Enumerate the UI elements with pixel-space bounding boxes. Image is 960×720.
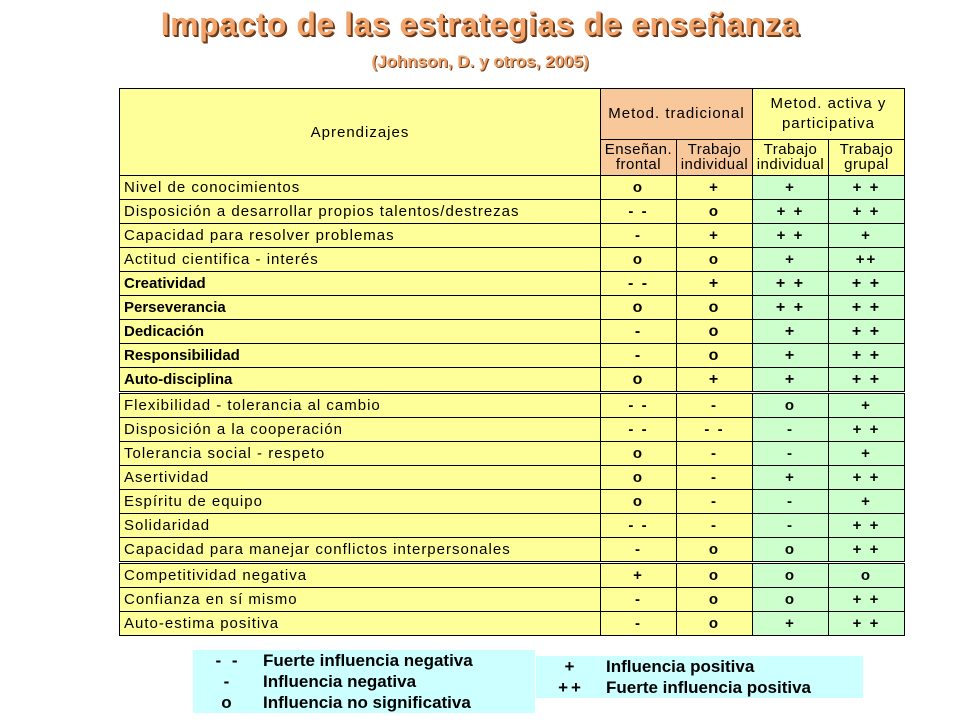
row-value: o xyxy=(753,538,829,563)
row-label: Solidaridad xyxy=(120,514,601,538)
row-value: - - xyxy=(601,393,677,418)
row-value: + xyxy=(753,466,829,490)
row-label: Espíritu de equipo xyxy=(120,490,601,514)
table-row xyxy=(120,442,905,466)
row-label: Actitud cientifica - interés xyxy=(120,248,601,272)
legend-text: Influencia no significativa xyxy=(263,692,471,712)
row-value: + xyxy=(677,272,753,296)
row-value: + xyxy=(677,368,753,393)
row-value: o xyxy=(677,612,753,636)
row-value: + + xyxy=(829,612,905,636)
slide-title: Impacto de las estrategias de enseñanza xyxy=(160,6,800,42)
legend-text: Fuerte influencia positiva xyxy=(606,677,811,697)
legend-positive xyxy=(536,656,863,698)
table-row xyxy=(120,344,905,368)
table-row xyxy=(120,563,905,588)
row-value: + + xyxy=(753,296,829,320)
row-value: o xyxy=(601,442,677,466)
row-label: Nivel de conocimientos xyxy=(120,176,601,200)
table-row xyxy=(120,248,905,272)
row-value: + xyxy=(753,344,829,368)
row-label: Responsibilidad xyxy=(120,344,601,368)
header-aprendizajes: Aprendizajes xyxy=(120,89,601,176)
table-row xyxy=(120,224,905,248)
row-value: + + xyxy=(829,538,905,563)
table-row xyxy=(120,588,905,612)
row-value: - xyxy=(753,442,829,466)
row-label: Disposición a desarrollar propios talentos/destrezas xyxy=(120,200,601,224)
legend-item xyxy=(536,677,863,698)
row-label: Capacidad para resolver problemas xyxy=(120,224,601,248)
row-value: o xyxy=(601,248,677,272)
row-value: - xyxy=(601,224,677,248)
row-value: - xyxy=(601,344,677,368)
header-metod-activa: Metod. activa y participativa xyxy=(753,89,905,140)
row-value: - xyxy=(677,442,753,466)
row-value: + xyxy=(677,224,753,248)
row-value: o xyxy=(753,563,829,588)
subheader-trabajo-individual-act: Trabajo individual xyxy=(753,139,829,175)
row-value: - xyxy=(753,418,829,442)
row-value: + + xyxy=(829,272,905,296)
row-value: - - xyxy=(601,272,677,296)
row-label: Creatividad xyxy=(120,272,601,296)
table-row xyxy=(120,320,905,344)
row-value: - - xyxy=(677,418,753,442)
row-value: o xyxy=(677,563,753,588)
row-value: + + xyxy=(829,466,905,490)
row-value: o xyxy=(677,538,753,563)
table-row xyxy=(120,490,905,514)
row-value: o xyxy=(601,368,677,393)
row-value: + + xyxy=(829,368,905,393)
row-value: - xyxy=(677,490,753,514)
row-value: - xyxy=(677,466,753,490)
row-value: o xyxy=(677,320,753,344)
row-value: - xyxy=(677,393,753,418)
row-value: - xyxy=(601,612,677,636)
row-label: Tolerancia social - respeto xyxy=(120,442,601,466)
row-value: - xyxy=(601,588,677,612)
row-value: o xyxy=(677,588,753,612)
strategies-table xyxy=(119,88,905,636)
row-value: - xyxy=(677,514,753,538)
row-label: Capacidad para manejar conflictos interpersonales xyxy=(120,538,601,563)
legend-symbol: - xyxy=(223,671,233,691)
row-value: - xyxy=(753,490,829,514)
table-row xyxy=(120,418,905,442)
row-label: Flexibilidad - tolerancia al cambio xyxy=(120,393,601,418)
table-row xyxy=(120,176,905,200)
table-row xyxy=(120,296,905,320)
row-value: + xyxy=(753,248,829,272)
row-value: + + xyxy=(829,344,905,368)
table-row xyxy=(120,393,905,418)
row-value: + xyxy=(601,563,677,588)
table-row xyxy=(120,514,905,538)
row-value: + xyxy=(753,612,829,636)
table-row xyxy=(120,612,905,636)
row-value: + + xyxy=(829,200,905,224)
subheader-trabajo-grupal: Trabajo grupal xyxy=(829,139,905,175)
row-value: + xyxy=(829,393,905,418)
row-value: ++ xyxy=(829,248,905,272)
legend-symbol: + xyxy=(564,656,578,676)
row-label: Confianza en sí mismo xyxy=(120,588,601,612)
row-value: o xyxy=(601,176,677,200)
legend-symbol: - - xyxy=(215,650,241,670)
row-label: Disposición a la cooperación xyxy=(120,418,601,442)
row-value: o xyxy=(677,296,753,320)
legend-text: Influencia negativa xyxy=(263,671,417,691)
row-label: Dedicación xyxy=(120,320,601,344)
row-value: o xyxy=(753,588,829,612)
row-value: - - xyxy=(601,200,677,224)
row-value: - xyxy=(601,320,677,344)
row-value: + + xyxy=(753,200,829,224)
row-value: + + xyxy=(829,514,905,538)
row-value: - xyxy=(601,538,677,563)
subheader-ensenan-frontal: Enseñan. frontal xyxy=(601,139,677,175)
row-value: o xyxy=(677,344,753,368)
row-value: + + xyxy=(829,418,905,442)
row-value: o xyxy=(601,466,677,490)
legend-item xyxy=(193,692,535,713)
row-label: Asertividad xyxy=(120,466,601,490)
row-value: - xyxy=(753,514,829,538)
row-value: o xyxy=(829,563,905,588)
row-value: o xyxy=(677,200,753,224)
row-value: + xyxy=(753,320,829,344)
table-row xyxy=(120,200,905,224)
row-value: + + xyxy=(829,176,905,200)
row-value: o xyxy=(753,393,829,418)
header-metod-tradicional: Metod. tradicional xyxy=(601,89,753,140)
row-value: o xyxy=(601,490,677,514)
legend-symbol: ++ xyxy=(558,677,584,697)
row-value: + xyxy=(753,368,829,393)
table-row xyxy=(120,466,905,490)
row-value: + xyxy=(753,176,829,200)
legend-item xyxy=(193,650,535,671)
row-value: + xyxy=(829,442,905,466)
row-label: Auto-estima positiva xyxy=(120,612,601,636)
legend-item xyxy=(193,671,535,692)
legend-item xyxy=(536,656,863,677)
row-value: + + xyxy=(753,224,829,248)
row-value: + + xyxy=(753,272,829,296)
row-value: + + xyxy=(829,588,905,612)
legend-text: Fuerte influencia negativa xyxy=(263,650,473,670)
row-label: Perseverancia xyxy=(120,296,601,320)
row-value: o xyxy=(677,248,753,272)
legend-negative xyxy=(193,650,535,713)
slide-subtitle: (Johnson, D. y otros, 2005) xyxy=(371,52,589,71)
row-value: + xyxy=(677,176,753,200)
row-value: + xyxy=(829,490,905,514)
legend-text: Influencia positiva xyxy=(606,656,755,676)
legend-symbol: o xyxy=(221,692,235,712)
table-row xyxy=(120,538,905,563)
row-label: Competitividad negativa xyxy=(120,563,601,588)
table-row xyxy=(120,368,905,393)
row-value: - - xyxy=(601,514,677,538)
row-value: + xyxy=(829,224,905,248)
row-value: - - xyxy=(601,418,677,442)
table-row xyxy=(120,272,905,296)
row-label: Auto-disciplina xyxy=(120,368,601,393)
subheader-trabajo-individual-trad: Trabajo individual xyxy=(677,139,753,175)
row-value: + + xyxy=(829,320,905,344)
row-value: + + xyxy=(829,296,905,320)
row-value: o xyxy=(601,296,677,320)
